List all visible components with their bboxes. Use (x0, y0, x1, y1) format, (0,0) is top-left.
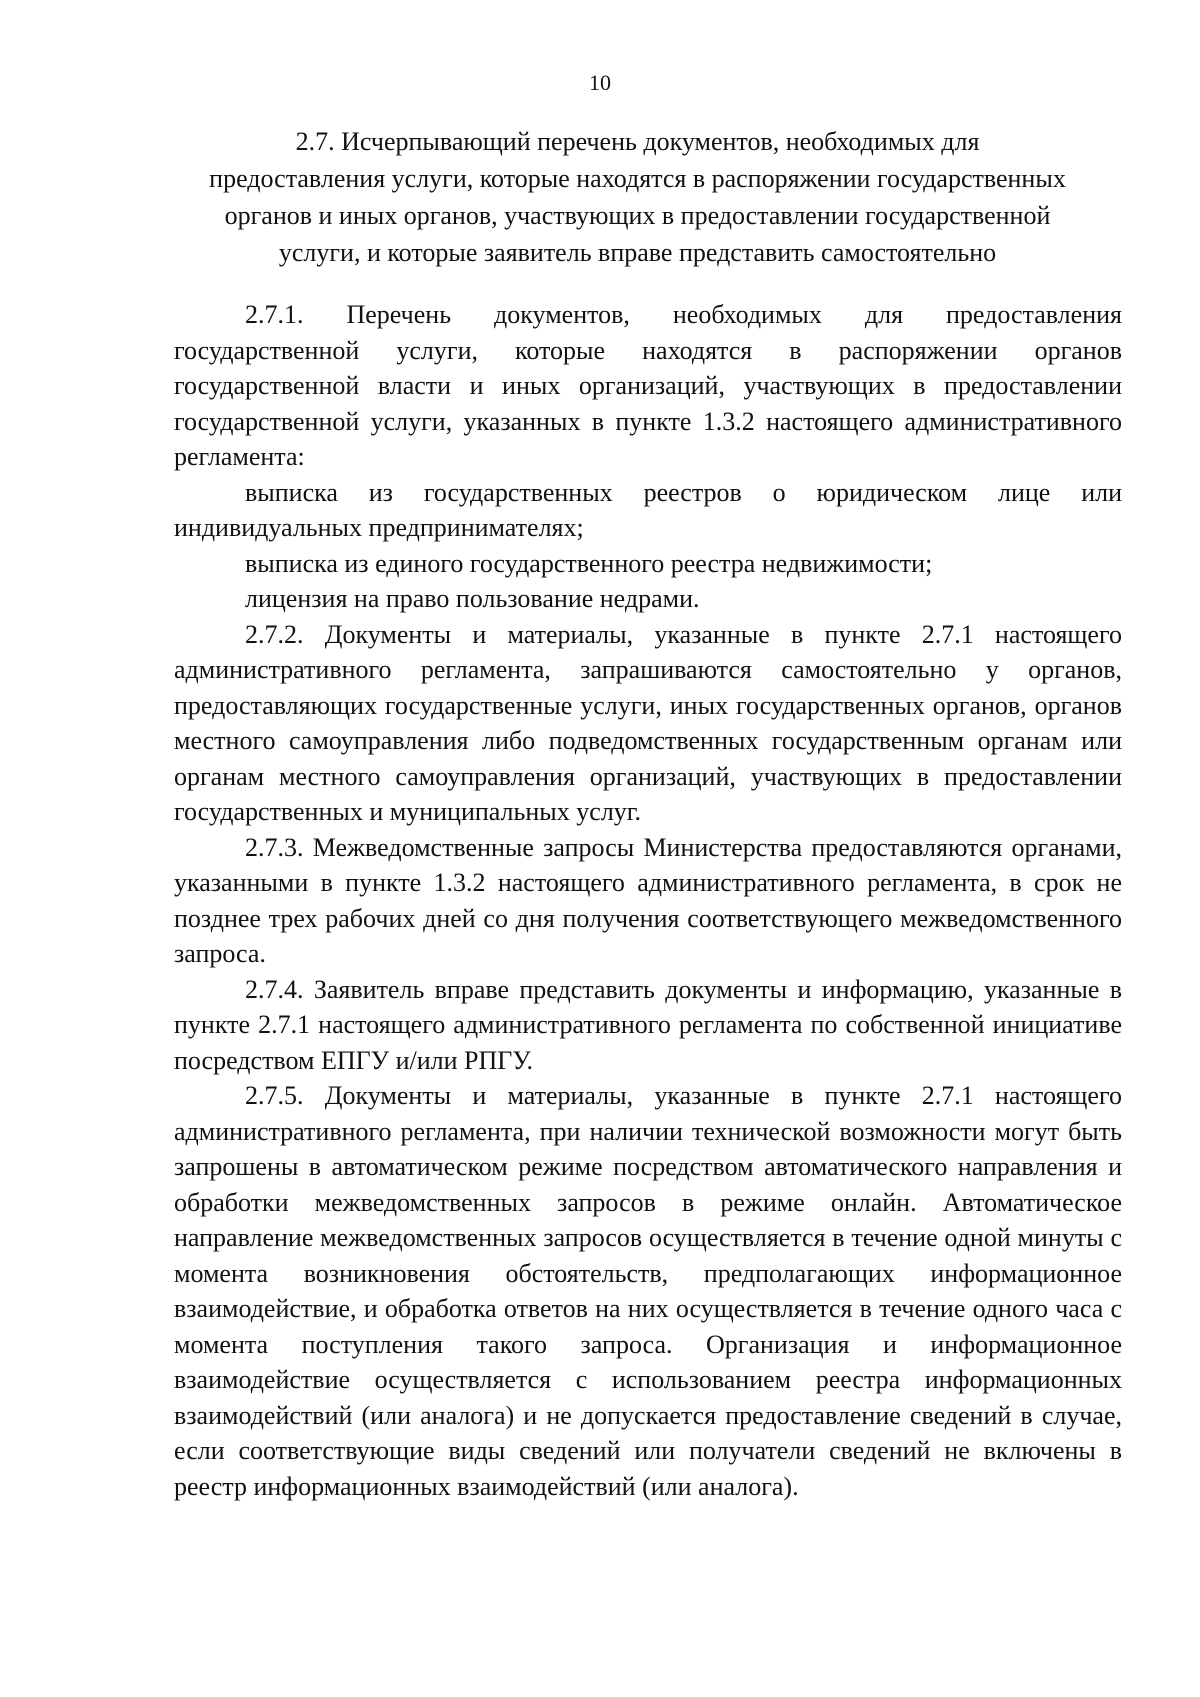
paragraph-2-7-2: 2.7.2. Документы и материалы, указанные в пункте 2.7.1 настоящего административного регламента, запрашиваются самостоятельно у органов, предоставляющих государственные услуги, иных государственных органов, органов местного самоуправления либо подведомственных государственным органам или органам местного самоуправления организаций, участвующих в предоставлении государственных и муниципальных услуг. (174, 619, 1122, 826)
paragraph-2-7-4: 2.7.4. Заявитель вправе представить документы и информацию, указанные в пункте 2.7.1 настоящего административного регламента по собственной инициативе посредством ЕПГУ и/или РПГУ. (174, 974, 1122, 1075)
paragraph-2-7-3: 2.7.3. Межведомственные запросы Министерства предоставляются органами, указанными в пункте 1.3.2 настоящего административного регламента, в срок не позднее трех рабочих дней со дня получения соответствующего межведомственного запроса. (174, 832, 1122, 968)
list-item-extract-registers: выписка из государственных реестров о юридическом лице или индивидуальных предпринимателях; (174, 477, 1122, 542)
list-item-subsoil-license: лицензия на право пользование недрами. (245, 584, 700, 613)
document-body (174, 297, 1122, 1504)
paragraph-2-7-5: 2.7.5. Документы и материалы, указанные в пункте 2.7.1 настоящего административного регламента, при наличии технической возможности могут быть запрошены в автоматическом режиме посредством автоматического направления и обработки межведомственных запросов в режиме онлайн. Автоматическое направление межведомственных запросов осуществляется в течение одной минуты с момента возникновения обстоятельств, предполагающих информационное взаимодействие, и обработка ответов на них осуществляется в течение одного часа с момента поступления такого запроса. Организация и информационное взаимодействие осуществляется с использованием реестра информационных взаимодействий (или аналога) и не допускается предоставление сведений в случае, если соответствующие виды сведений или получатели сведений не включены в реестр информационных взаимодействий (или аналога). (174, 1081, 1122, 1501)
heading-line: органов и иных органов, участвующих в предоставлении государственной (224, 201, 1051, 230)
heading-line: предоставления услуги, которые находятся в распоряжении государственных (209, 164, 1066, 193)
section-heading (170, 123, 1105, 271)
page-number: 10 (589, 70, 611, 95)
heading-line: 2.7. Исчерпывающий перечень документов, необходимых для (295, 127, 980, 156)
heading-line: услуги, и которые заявитель вправе представить самостоятельно (278, 238, 997, 267)
list-item-extract-real-estate: выписка из единого государственного реестра недвижимости; (245, 548, 933, 578)
paragraph-2-7-1: 2.7.1. Перечень документов, необходимых для предоставления государственной услуги, которые находятся в распоряжении органов государственной власти и иных организаций, участвующих в предоставлении государственной услуги, указанных в пункте 1.3.2 настоящего административного регламента: (174, 300, 1122, 471)
